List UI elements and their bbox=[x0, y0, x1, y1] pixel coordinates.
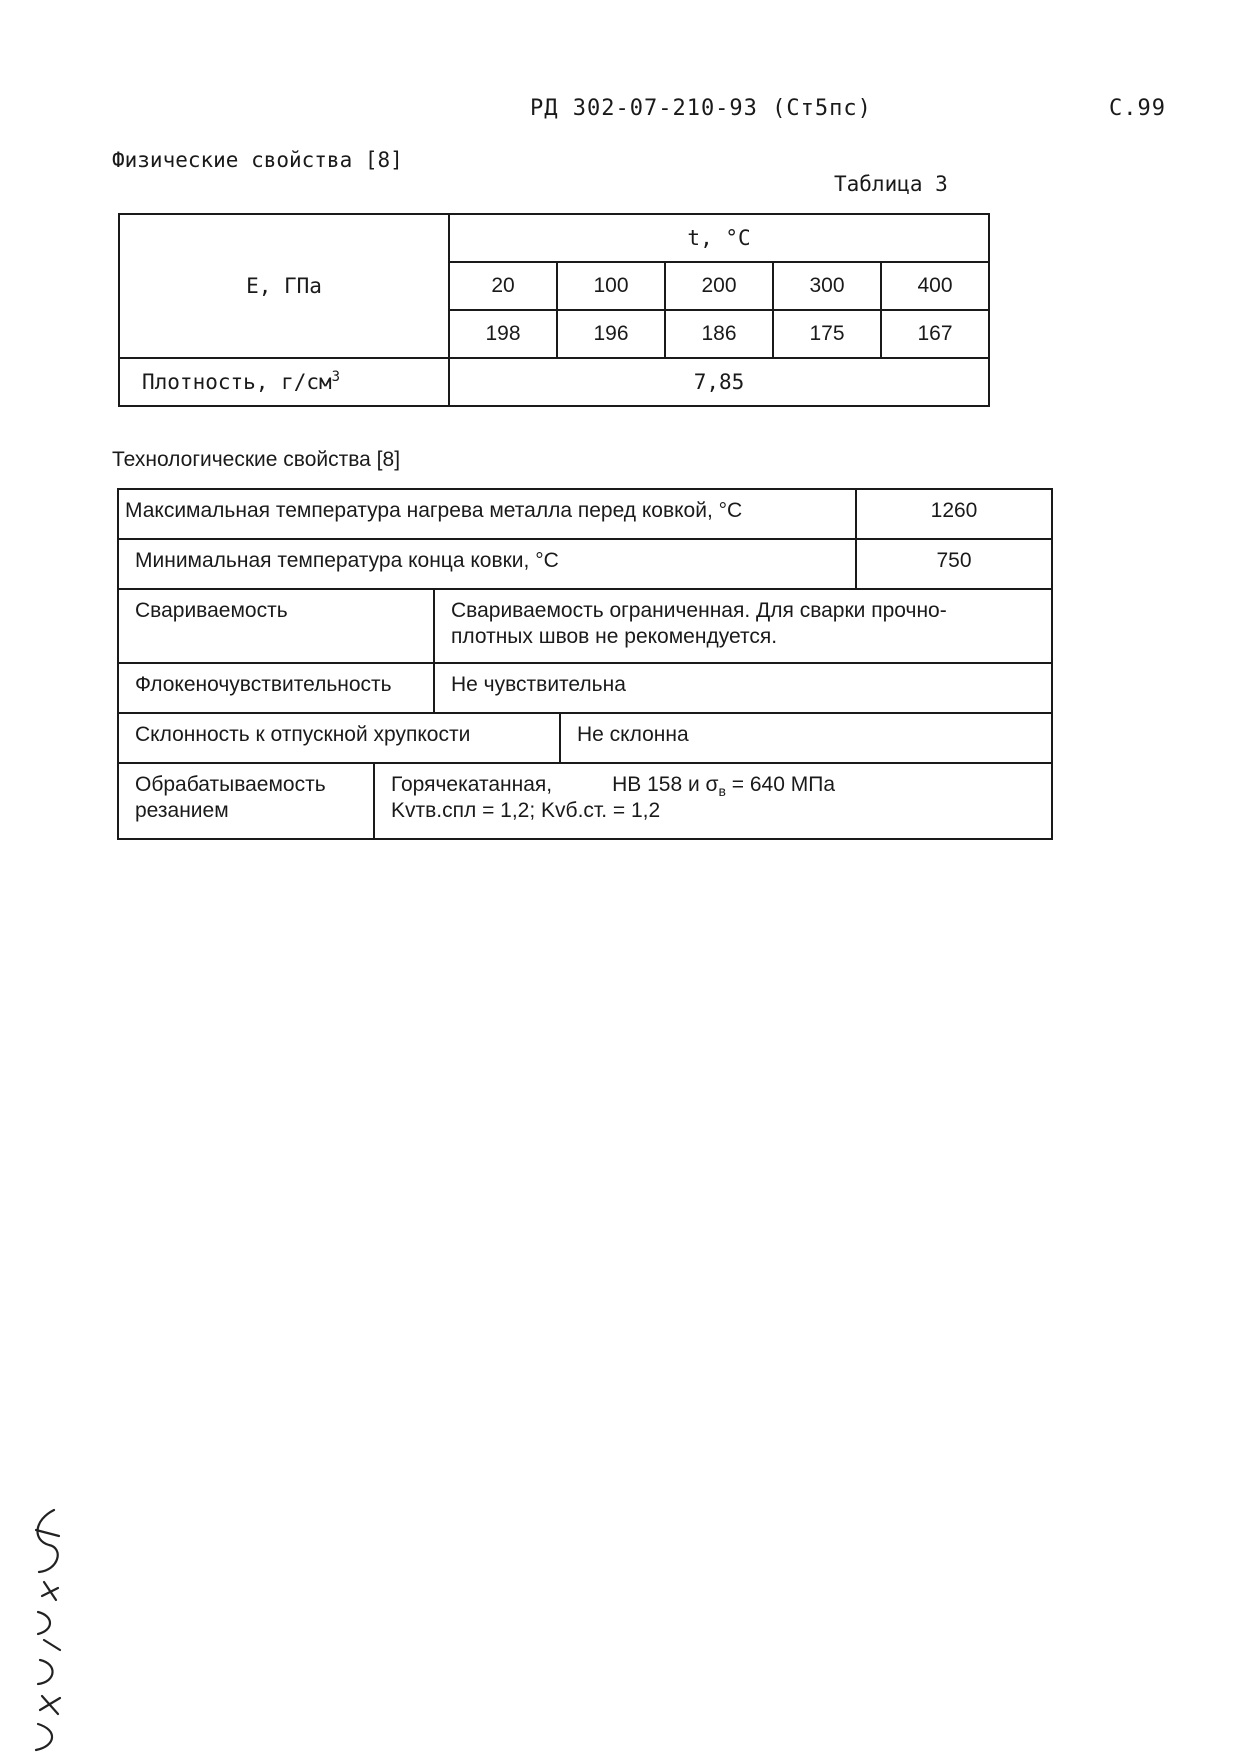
row-label bbox=[119, 764, 373, 838]
density-value: 7,85 bbox=[449, 358, 989, 406]
page-number: С.99 bbox=[1109, 96, 1166, 121]
row-label-line: резанием bbox=[135, 799, 229, 822]
e-modulus-label bbox=[119, 214, 449, 358]
temperature-cell: 100 bbox=[557, 262, 665, 310]
row-value: Не склонна bbox=[559, 714, 1051, 762]
e-modulus-label-text: Е, ГПа bbox=[246, 274, 322, 298]
e-value-cell: 167 bbox=[881, 310, 989, 358]
table-row bbox=[119, 664, 1051, 714]
density-unit-exponent: 3 bbox=[331, 369, 341, 385]
row-label: Свариваемость bbox=[135, 599, 288, 622]
row-value-part: НВ 158 и σ bbox=[612, 773, 719, 796]
row-value bbox=[373, 764, 1051, 838]
row-label: Минимальная температура конца ковки, °С bbox=[135, 549, 559, 572]
row-value-part: = 640 МПа bbox=[725, 773, 836, 796]
row-value bbox=[433, 590, 1051, 662]
row-value: 750 bbox=[855, 540, 1051, 588]
e-value-cell: 186 bbox=[665, 310, 773, 358]
table-row bbox=[119, 764, 1051, 838]
table-row bbox=[119, 714, 1051, 764]
table-row bbox=[119, 540, 1051, 590]
row-value-subscript: в bbox=[718, 783, 726, 800]
table-row bbox=[119, 590, 1051, 664]
row-value: Не чувствительна bbox=[433, 664, 1051, 712]
table-row bbox=[119, 490, 1051, 540]
density-label bbox=[119, 358, 449, 406]
row-value-line: Kvтв.спл = 1,2; Kvб.ст. = 1,2 bbox=[391, 799, 661, 822]
row-label: Максимальная температура нагрева металла перед ковкой, °С bbox=[125, 499, 743, 522]
row-value-part: Горячекатанная, bbox=[391, 773, 553, 796]
temperature-cell: 200 bbox=[665, 262, 773, 310]
temperature-header-text: t, °С bbox=[687, 226, 751, 250]
temperature-header bbox=[449, 214, 989, 262]
row-value-line: Свариваемость ограниченная. Для сварки прочно- bbox=[451, 599, 947, 622]
physical-properties-title: Физические свойства [8] bbox=[112, 148, 403, 172]
document-code: РД 302-07-210-93 (Ст5пс) bbox=[530, 96, 872, 121]
row-value-line bbox=[391, 772, 1035, 798]
table-label: Таблица 3 bbox=[834, 172, 948, 196]
row-label: Флокеночувствительность bbox=[135, 673, 392, 696]
e-value-cell: 198 bbox=[449, 310, 557, 358]
handwritten-note bbox=[14, 1500, 74, 1760]
row-label-line: Обрабатываемость bbox=[135, 773, 326, 796]
row-value: 1260 bbox=[855, 490, 1051, 538]
e-value-cell: 175 bbox=[773, 310, 881, 358]
density-label-text: Плотность, г/см bbox=[142, 370, 332, 394]
density-row bbox=[119, 358, 989, 406]
physical-properties-table bbox=[118, 213, 990, 407]
temperature-cell: 20 bbox=[449, 262, 557, 310]
technological-properties-table bbox=[117, 488, 1053, 840]
temperature-cell: 300 bbox=[773, 262, 881, 310]
e-value-cell: 196 bbox=[557, 310, 665, 358]
row-label: Склонность к отпускной хрупкости bbox=[135, 723, 471, 746]
row-value-line: плотных швов не рекомендуется. bbox=[451, 625, 778, 648]
technological-properties-title: Технологические свойства [8] bbox=[112, 448, 401, 471]
temperature-cell: 400 bbox=[881, 262, 989, 310]
